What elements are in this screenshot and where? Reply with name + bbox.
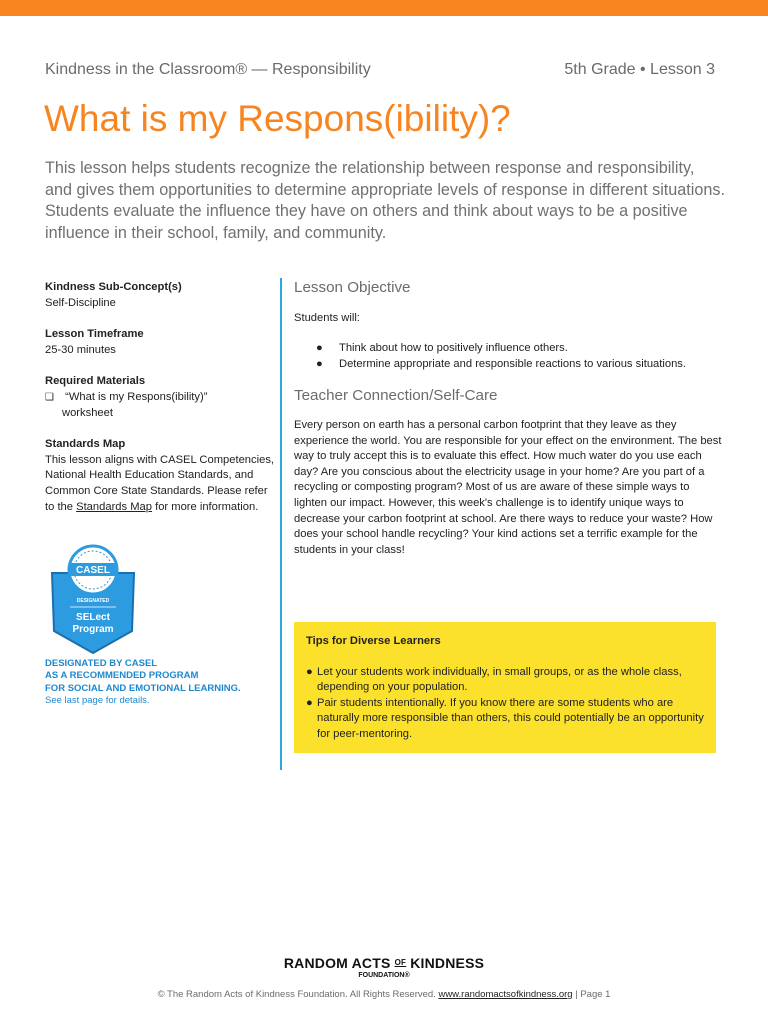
timeframe-section [45, 327, 275, 358]
subconcept-title: Kindness Sub-Concept(s) [45, 281, 182, 293]
tips-item-text: Pair students intentionally. If you know there are some students who are naturally more responsible than others, this could potentially be an opportunity for peer-mentoring. [317, 696, 704, 740]
checkbox-icon: ❑ [45, 391, 54, 403]
foundation-logo [0, 955, 768, 980]
intro-paragraph: This lesson helps students recognize the relationship between response and responsibility, and gives them opportunities to determine appropriate levels of response in different situations. Students evaluate the influence they have on others and think about ways to be a positive influence in their school, family, and community. [45, 159, 725, 242]
objective-title: Lesson Objective [294, 279, 411, 296]
tips-list [306, 665, 706, 743]
tips-title: Tips for Diverse Learners [306, 635, 441, 647]
page-footer [0, 989, 768, 1000]
casel-select-badge [46, 543, 140, 655]
timeframe-value: 25-30 minutes [45, 343, 116, 356]
bullet-icon: ● [306, 696, 313, 709]
materials-title: Required Materials [45, 375, 146, 388]
casel-note-line3: FOR SOCIAL AND EMOTIONAL LEARNING. [45, 682, 241, 694]
footer-page-number: | Page 1 [572, 989, 611, 1000]
casel-note-line2: AS A RECOMMENDED PROGRAM [45, 670, 199, 682]
logo-text-of: OF [394, 958, 407, 967]
lesson-sidebar [45, 280, 275, 531]
list-item [294, 357, 724, 373]
footer-copyright: © The Random Acts of Kindness Foundation. All Rights Reserved. [157, 989, 439, 1000]
lesson-main-column [294, 280, 724, 558]
column-divider [280, 278, 282, 770]
casel-note-line4: See last page for details. [45, 694, 150, 706]
teacher-connection-title: Teacher Connection/Self-Care [294, 387, 498, 405]
casel-note-line1: DESIGNATED BY CASEL [45, 658, 158, 669]
list-item [306, 696, 706, 743]
subconcept-section [45, 280, 275, 311]
materials-item [45, 390, 275, 406]
top-accent-bar [0, 0, 768, 16]
badge-program-text: Program [72, 624, 114, 635]
timeframe-title: Lesson Timeframe [45, 328, 144, 341]
standards-text-a: This lesson aligns with CASEL Competencies, National Health Education Standards, and Common Core State Standards. Please refer to the [45, 453, 275, 513]
standards-text [45, 453, 275, 515]
page-title: What is my Respons(ibility)? [44, 98, 511, 139]
materials-item-label: “What is my Respons(ibility)” [65, 390, 208, 403]
header-series-title: Kindness in the Classroom® — Responsibility [45, 61, 371, 78]
tips-callout-box [294, 622, 716, 753]
list-item [306, 665, 706, 696]
footer-website-link[interactable]: www.randomactsofkindness.org [438, 989, 573, 1000]
logo-text-sub: FOUNDATION® [358, 972, 410, 979]
list-item [294, 341, 724, 357]
badge-casel-text: CASEL [76, 565, 110, 576]
standards-map-link[interactable]: Standards Map [76, 500, 152, 513]
logo-text-main: RANDOM ACTS [283, 955, 391, 971]
objective-lead: Students will: [294, 311, 360, 324]
teacher-connection-body: Every person on earth has a personal carbon footprint that they leave as they experience the world. You are responsible for your effect on the environment. The best way to truly accept this is to evaluate this effect. How much water do you use each day? Are you conscious about the electricity usage in your home? Are you part of a recycling or composting program? Most of us are aware of these simple ways to lighten our impact. However, this week's challenge is to identify unique ways to decrease your carbon footprint at school. Are there ways to reduce your waste? How does your school handle recycling? Your kind actions set a terrific example for the students in your class! [294, 418, 722, 556]
standards-text-b: for more information. [151, 500, 259, 513]
badge-select-text: SELect [76, 612, 110, 623]
logo-text-kindness: KINDNESS [410, 955, 485, 971]
casel-designation-note [45, 658, 285, 707]
materials-item-label-cont: worksheet [62, 406, 113, 419]
bullet-icon: ● [306, 665, 313, 678]
objective-item-text: Determine appropriate and responsible reactions to various situations. [339, 357, 687, 370]
objective-list [294, 341, 724, 372]
header-grade-lesson: 5th Grade • Lesson 3 [564, 61, 715, 78]
bullet-icon: ● [316, 342, 323, 355]
standards-section [45, 437, 275, 515]
tips-item-text: Let your students work individually, in small groups, or as the whole class, depending on your population. [317, 665, 682, 694]
materials-section [45, 374, 275, 421]
objective-item-text: Think about how to positively influence others. [339, 342, 568, 355]
subconcept-value: Self-Discipline [45, 296, 116, 309]
badge-designated-text: DESIGNATED [76, 598, 110, 604]
standards-title: Standards Map [45, 438, 126, 451]
bullet-icon: ● [316, 357, 323, 370]
